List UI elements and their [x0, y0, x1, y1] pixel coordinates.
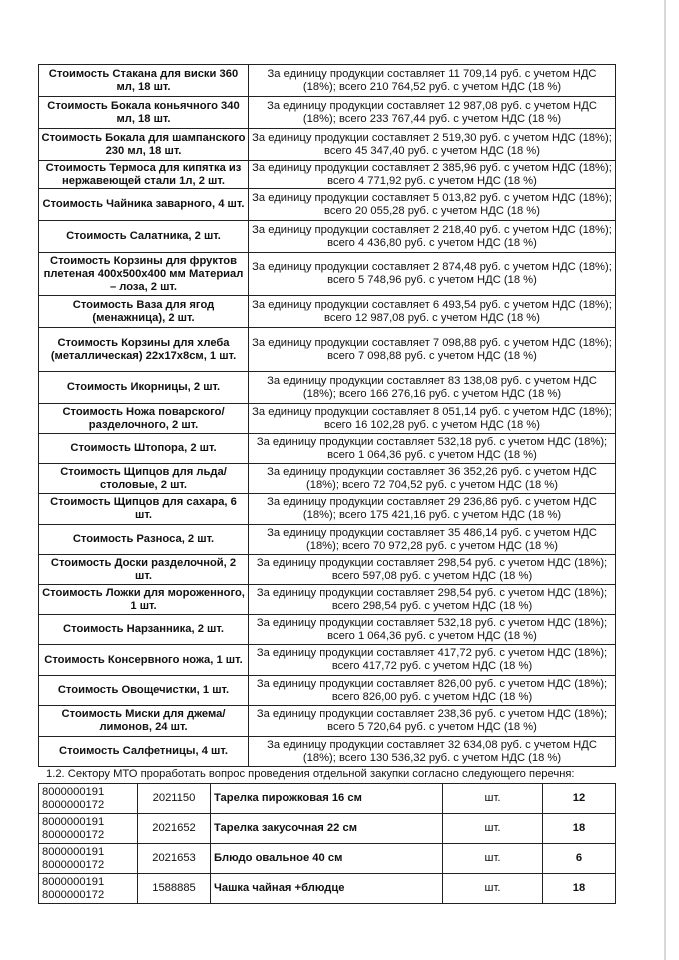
- cost-row: [39, 296, 616, 328]
- item-article: 1588885: [138, 874, 211, 904]
- cost-item-description: За единицу продукции составляет 29 236,86 руб. с учетом НДС (18%); всего 175 421,16 руб. с учетом НДС (18 %): [249, 494, 616, 525]
- item-quantity: 18: [543, 814, 616, 844]
- cost-item-description: За единицу продукции составляет 12 987,08 руб. с учетом НДС (18%); всего 233 767,44 руб. с учетом НДС (18 %): [249, 97, 616, 129]
- item-quantity: 12: [543, 784, 616, 814]
- cost-item-description: За единицу продукции составляет 238,36 руб. с учетом НДС (18%); всего 5 720,64 руб. с учетом НДС (18 %): [249, 706, 616, 737]
- cost-row: [39, 372, 616, 404]
- cost-row: [39, 494, 616, 525]
- item-code: 8000000172: [42, 888, 105, 901]
- item-article: 2021653: [138, 844, 211, 874]
- item-name: Блюдо овальное 40 см: [211, 844, 443, 874]
- cost-row: [39, 525, 616, 555]
- cost-item-name: Стоимость Доски разделочной, 2 шт.: [39, 555, 249, 585]
- item-codes: [39, 814, 138, 844]
- cost-row: [39, 434, 616, 464]
- cost-item-name: Стоимость Ваза для ягод (менажница), 2 шт.: [39, 296, 249, 328]
- cost-row: [39, 676, 616, 706]
- cost-item-description: За единицу продукции составляет 532,18 руб. с учетом НДС (18%); всего 1 064,36 руб. с учетом НДС (18 %): [249, 615, 616, 645]
- cost-row: [39, 555, 616, 585]
- cost-item-name: Стоимость Чайника заварного, 4 шт.: [39, 189, 249, 221]
- cost-row: [39, 189, 616, 221]
- cost-item-name: Стоимость Щипцов для льда/ столовые, 2 шт.: [39, 464, 249, 494]
- item-unit: шт.: [443, 844, 543, 874]
- cost-row: [39, 129, 616, 161]
- item-quantity: 6: [543, 844, 616, 874]
- cost-row: [39, 645, 616, 676]
- cost-item-name: Стоимость Икорницы, 2 шт.: [39, 372, 249, 404]
- cost-item-name: Стоимость Щипцов для сахара, 6 шт.: [39, 494, 249, 525]
- item-quantity: 18: [543, 874, 616, 904]
- cost-row: [39, 328, 616, 372]
- cost-item-name: Стоимость Корзины для фруктов плетеная 400х500х400 мм Материал – лоза, 2 шт.: [39, 253, 249, 296]
- cost-item-name: Стоимость Штопора, 2 шт.: [39, 434, 249, 464]
- item-code: 8000000191: [42, 785, 105, 798]
- items-table: [38, 783, 616, 904]
- cost-item-description: За единицу продукции составляет 2 874,48 руб. с учетом НДС (18%); всего 5 748,96 руб. с учетом НДС (18 %): [249, 253, 616, 296]
- cost-item-description: За единицу продукции составляет 7 098,88 руб. с учетом НДС (18%); всего 7 098,88 руб. с учетом НДС (18 %): [249, 328, 616, 372]
- cost-item-description: За единицу продукции составляет 532,18 руб. с учетом НДС (18%); всего 1 064,36 руб. с учетом НДС (18 %): [249, 434, 616, 464]
- cost-item-name: Стоимость Консервного ножа, 1 шт.: [39, 645, 249, 676]
- item-article: 2021150: [138, 784, 211, 814]
- cost-item-description: За единицу продукции составляет 298,54 руб. с учетом НДС (18%); всего 597,08 руб. с учетом НДС (18 %): [249, 555, 616, 585]
- item-name: Чашка чайная +блюдце: [211, 874, 443, 904]
- cost-item-name: Стоимость Бокала коньячного 340 мл, 18 шт.: [39, 97, 249, 129]
- item-codes: [39, 784, 138, 814]
- item-code: 8000000172: [42, 828, 105, 841]
- cost-item-name: Стоимость Ножа поварского/ разделочного, 2 шт.: [39, 404, 249, 434]
- item-code: 8000000191: [42, 845, 105, 858]
- cost-row: [39, 464, 616, 494]
- item-codes: [39, 874, 138, 904]
- cost-item-description: За единицу продукции составляет 35 486,14 руб. с учетом НДС (18%); всего 70 972,28 руб. с учетом НДС (18 %): [249, 525, 616, 555]
- item-unit: шт.: [443, 874, 543, 904]
- cost-item-description: За единицу продукции составляет 2 519,30 руб. с учетом НДС (18%); всего 45 347,40 руб. с учетом НДС (18 %): [249, 129, 616, 161]
- item-unit: шт.: [443, 784, 543, 814]
- item-codes: [39, 844, 138, 874]
- cost-item-description: За единицу продукции составляет 36 352,26 руб. с учетом НДС (18%); всего 72 704,52 руб. с учетом НДС (18 %): [249, 464, 616, 494]
- item-row: [39, 874, 616, 904]
- cost-row: [39, 615, 616, 645]
- cost-item-description: За единицу продукции составляет 417,72 руб. с учетом НДС (18%); всего 417,72 руб. с учетом НДС (18 %): [249, 645, 616, 676]
- cost-item-name: Стоимость Бокала для шампанского 230 мл, 18 шт.: [39, 129, 249, 161]
- page-edge: [664, 0, 666, 960]
- item-unit: шт.: [443, 814, 543, 844]
- cost-row: [39, 706, 616, 737]
- cost-item-description: За единицу продукции составляет 8 051,14 руб. с учетом НДС (18%); всего 16 102,28 руб. с учетом НДС (18 %): [249, 404, 616, 434]
- cost-item-description: За единицу продукции составляет 32 634,08 руб. с учетом НДС (18%); всего 130 536,32 руб. с учетом НДС (18 %): [249, 737, 616, 767]
- cost-item-name: Стоимость Нарзанника, 2 шт.: [39, 615, 249, 645]
- item-name: Тарелка закусочная 22 см: [211, 814, 443, 844]
- cost-item-name: Стоимость Салатника, 2 шт.: [39, 221, 249, 253]
- item-row: [39, 844, 616, 874]
- item-code: 8000000191: [42, 815, 105, 828]
- cost-row: [39, 97, 616, 129]
- cost-item-name: Стоимость Корзины для хлеба (металлическая) 22х17х8см, 1 шт.: [39, 328, 249, 372]
- cost-item-description: За единицу продукции составляет 2 218,40 руб. с учетом НДС (18%); всего 4 436,80 руб. с учетом НДС (18 %): [249, 221, 616, 253]
- cost-row: [39, 253, 616, 296]
- item-row: [39, 814, 616, 844]
- cost-item-description: За единицу продукции составляет 298,54 руб. с учетом НДС (18%); всего 298,54 руб. с учетом НДС (18 %): [249, 585, 616, 615]
- item-name: Тарелка пирожковая 16 см: [211, 784, 443, 814]
- cost-row: [39, 161, 616, 189]
- cost-item-description: За единицу продукции составляет 6 493,54 руб. с учетом НДС (18%); всего 12 987,08 руб. с учетом НДС (18 %): [249, 296, 616, 328]
- cost-row: [39, 65, 616, 97]
- cost-item-description: За единицу продукции составляет 11 709,14 руб. с учетом НДС (18%); всего 210 764,52 руб. с учетом НДС (18 %): [249, 65, 616, 97]
- cost-row: [39, 221, 616, 253]
- cost-table: [38, 64, 616, 767]
- section-note: 1.2. Сектору МТО проработать вопрос проведения отдельной закупки согласно следующего перечня:: [46, 768, 575, 780]
- cost-item-name: Стоимость Термоса для кипятка из нержавеющей стали 1л, 2 шт.: [39, 161, 249, 189]
- cost-item-name: Стоимость Салфетницы, 4 шт.: [39, 737, 249, 767]
- cost-row: [39, 404, 616, 434]
- cost-row: [39, 737, 616, 767]
- item-code: 8000000191: [42, 875, 105, 888]
- cost-item-description: За единицу продукции составляет 83 138,08 руб. с учетом НДС (18%); всего 166 276,16 руб. с учетом НДС (18 %): [249, 372, 616, 404]
- cost-item-description: За единицу продукции составляет 5 013,82 руб. с учетом НДС (18%); всего 20 055,28 руб. с учетом НДС (18 %): [249, 189, 616, 221]
- cost-row: [39, 585, 616, 615]
- cost-item-name: Стоимость Стакана для виски 360 мл, 18 шт.: [39, 65, 249, 97]
- cost-item-description: За единицу продукции составляет 826,00 руб. с учетом НДС (18%); всего 826,00 руб. с учетом НДС (18 %): [249, 676, 616, 706]
- item-code: 8000000172: [42, 858, 105, 871]
- item-row: [39, 784, 616, 814]
- item-code: 8000000172: [42, 798, 105, 811]
- cost-item-name: Стоимость Овощечистки, 1 шт.: [39, 676, 249, 706]
- cost-item-name: Стоимость Разноса, 2 шт.: [39, 525, 249, 555]
- cost-item-name: Стоимость Ложки для мороженного, 1 шт.: [39, 585, 249, 615]
- item-article: 2021652: [138, 814, 211, 844]
- cost-item-description: За единицу продукции составляет 2 385,96 руб. с учетом НДС (18%); всего 4 771,92 руб. с учетом НДС (18 %): [249, 161, 616, 189]
- cost-item-name: Стоимость Миски для джема/лимонов, 24 шт.: [39, 706, 249, 737]
